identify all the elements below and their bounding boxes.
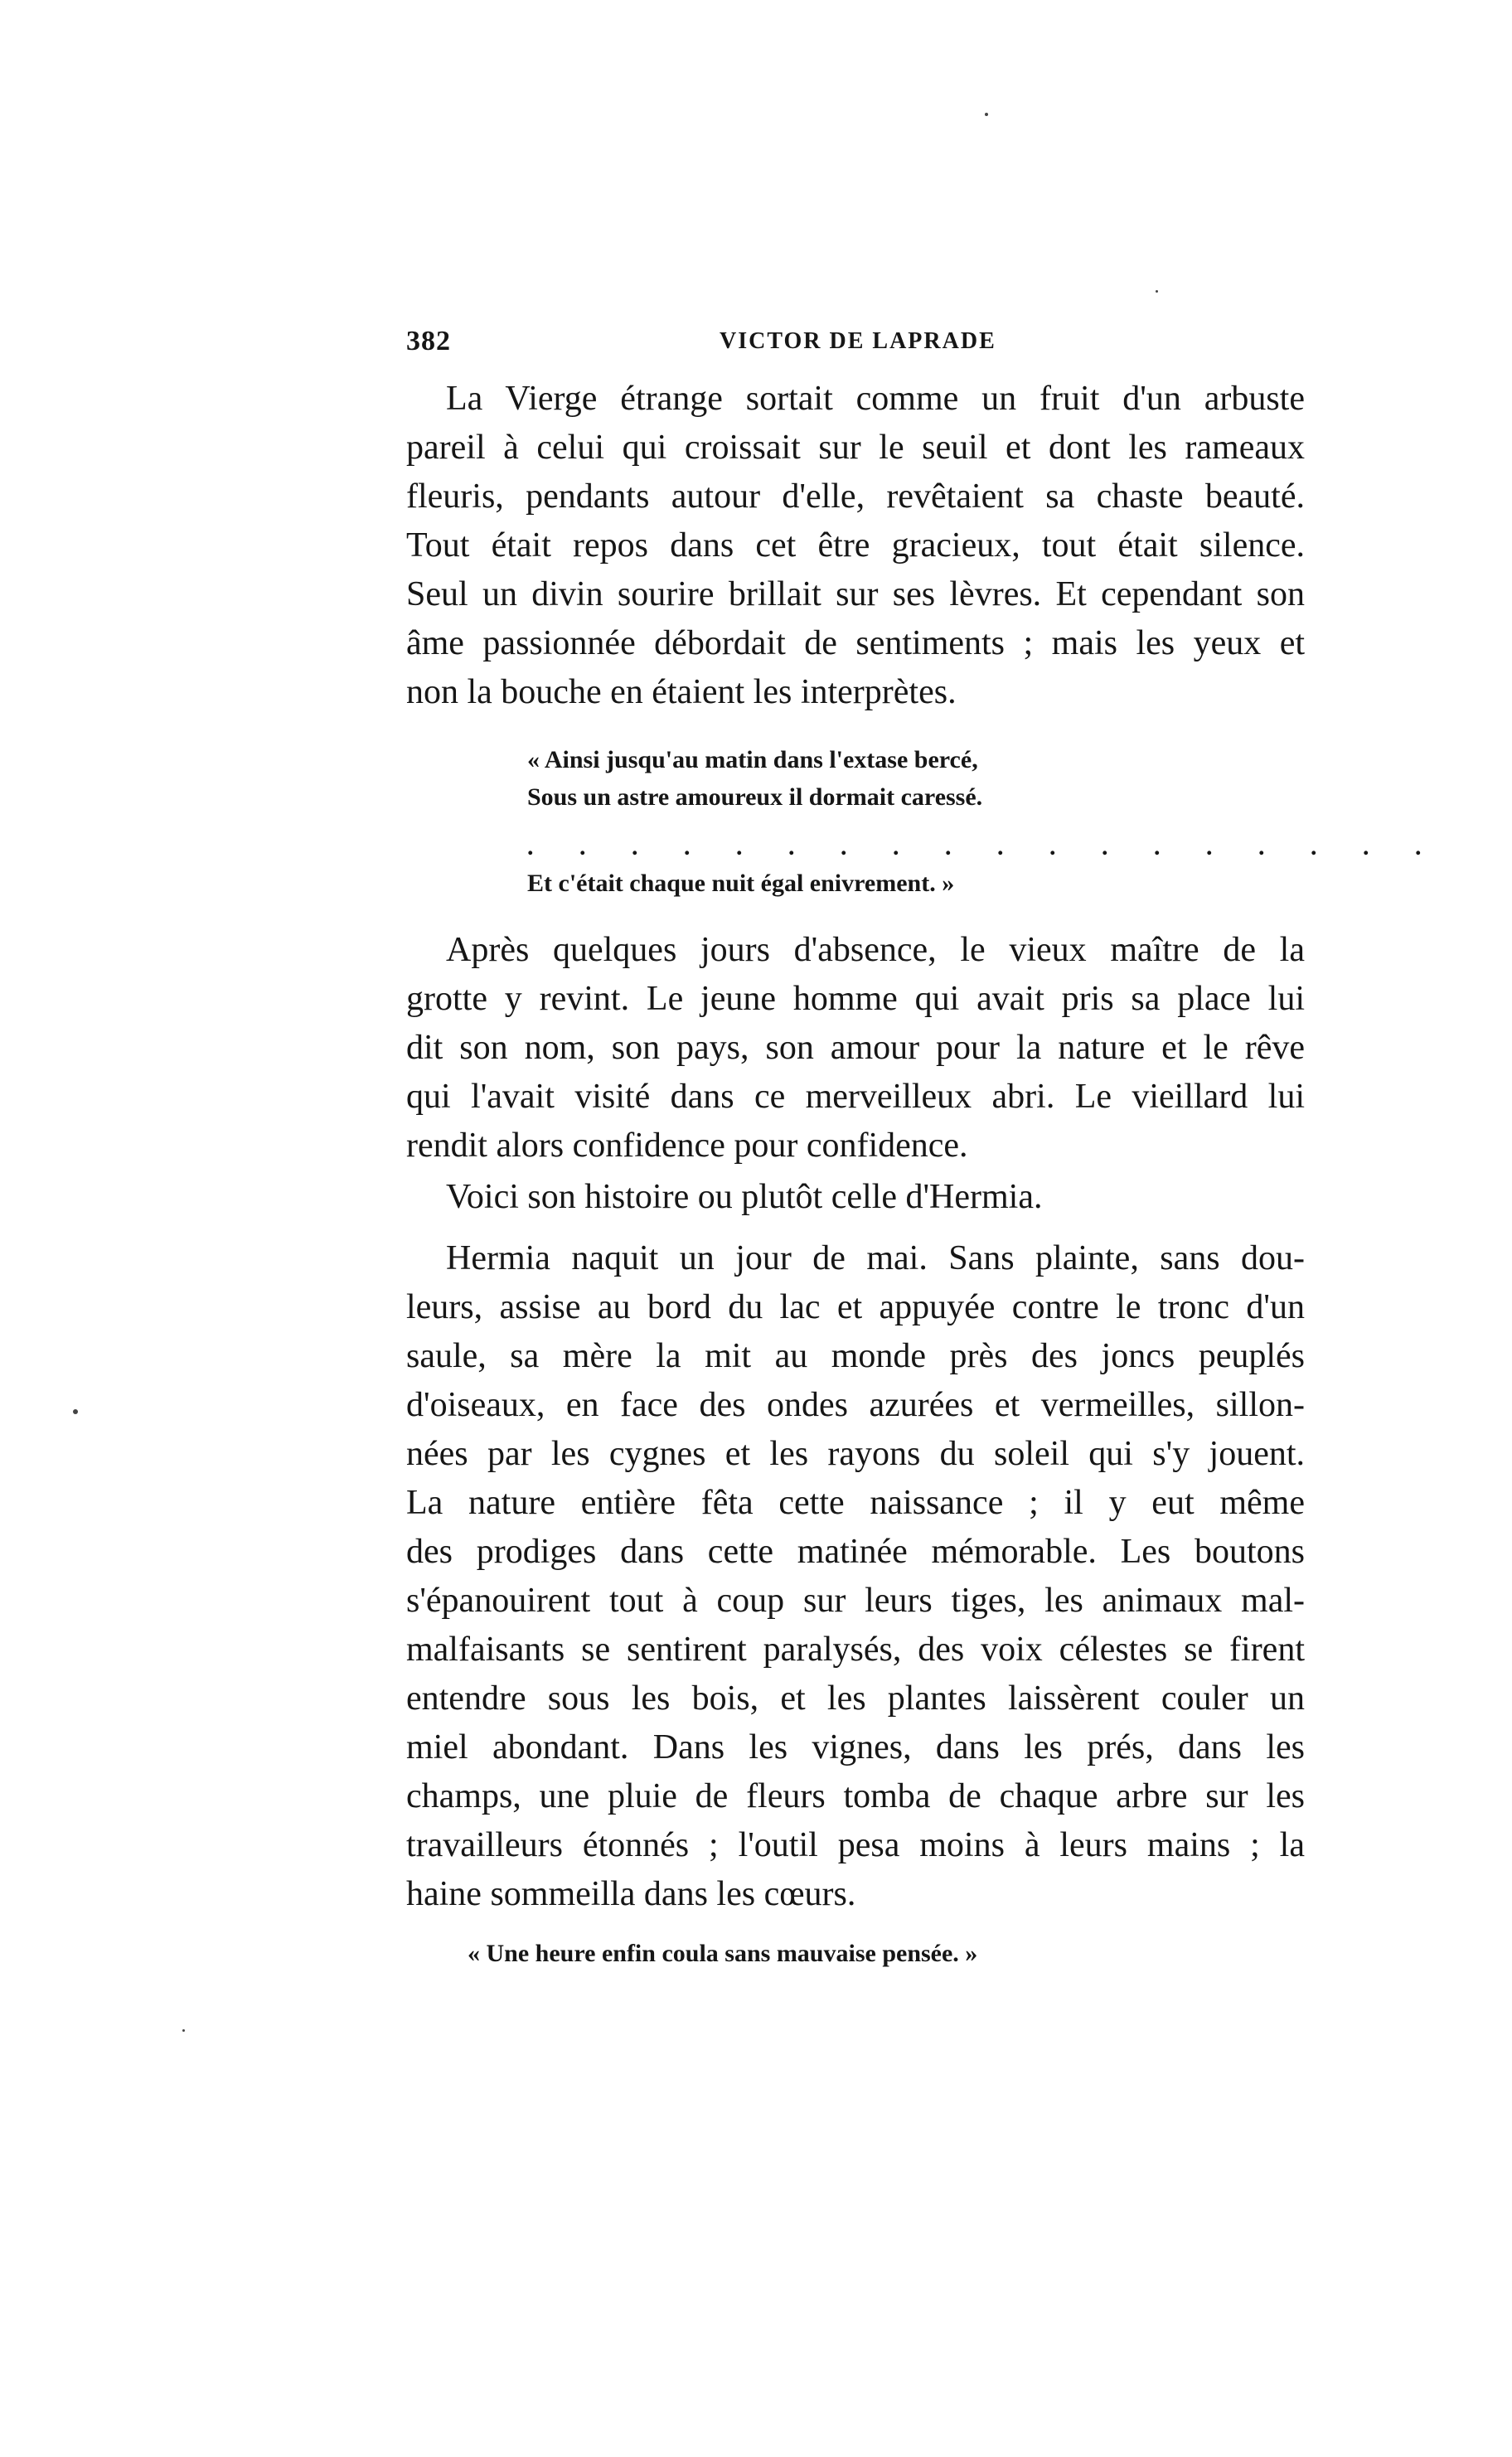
text-line: non la bouche en étaient les interprètes. (406, 673, 957, 711)
verse-line: Sous un astre amoureux il dormait caressé. (527, 783, 983, 811)
text-line: miel abondant. Dans les vignes, dans les prés, dans les (406, 1728, 1305, 1766)
paper-speck (73, 1409, 78, 1414)
paper-speck (985, 113, 988, 116)
text-line: dit son nom, son pays, son amour pour la nature et le rêve (406, 1029, 1305, 1067)
text-line: Seul un divin sourire brillait sur ses lèvres. Et cependant son (406, 575, 1305, 613)
verse-last-line: Et c'était chaque nuit égal enivrement. » (527, 870, 955, 897)
text-line: qui l'avait visité dans ce merveilleux abri. Le vieillard lui (406, 1078, 1305, 1116)
paragraph-retour (406, 926, 1305, 1170)
paper-speck (1156, 290, 1158, 293)
verse-quotation (527, 741, 982, 816)
text-line: travailleurs étonnés ; l'outil pesa moins à leurs mains ; la (406, 1826, 1305, 1864)
paragraph-hermia (406, 1234, 1305, 1919)
text-line: grotte y revint. Le jeune homme qui avait pris sa place lui (406, 980, 1305, 1018)
text-line: des prodiges dans cette matinée mémorable. Les boutons (406, 1533, 1305, 1571)
text-line: d'oiseaux, en face des ondes azurées et vermeilles, sillon- (406, 1386, 1305, 1424)
text-line: rendit alors confidence pour confidence. (406, 1127, 968, 1165)
text-line: fleuris, pendants autour d'elle, revêtaient sa chaste beauté. (406, 477, 1305, 516)
paragraph-vierge (406, 375, 1305, 717)
text-line: âme passionnée débordait de sentiments ; mais les yeux et (406, 624, 1305, 662)
page-number: 382 (406, 326, 451, 356)
verse-line: « Ainsi jusqu'au matin dans l'extase bercé, (527, 746, 978, 773)
text-line: Après quelques jours d'absence, le vieux maître de la (446, 931, 1305, 969)
paper-speck (182, 2029, 185, 2032)
text-line: La nature entière fêta cette naissance ; il y eut même (406, 1484, 1305, 1522)
running-title: VICTOR DE LAPRADE (720, 328, 996, 354)
text-line: champs, une pluie de fleurs tomba de chaque arbre sur les (406, 1777, 1305, 1815)
text-line: leurs, assise au bord du lac et appuyée contre le tronc d'un (406, 1288, 1305, 1326)
text-line: Tout était repos dans cet être gracieux, tout était silence. (406, 526, 1305, 565)
text-line: malfaisants se sentirent paralysés, des voix célestes se firent (406, 1631, 1305, 1669)
text-line: Voici son histoire ou plutôt celle d'Hermia. (446, 1178, 1043, 1216)
text-line: nées par les cygnes et les rayons du soleil qui s'y jouent. (406, 1435, 1305, 1473)
paragraph-histoire (406, 1173, 1305, 1222)
text-line: s'épanouirent tout à coup sur leurs tiges, les animaux mal- (406, 1582, 1305, 1620)
text-line: Hermia naquit un jour de mai. Sans plainte, sans dou- (446, 1239, 1305, 1277)
text-line: saule, sa mère la mit au monde près des joncs peuplés (406, 1337, 1305, 1375)
text-line: pareil à celui qui croissait sur le seuil et dont les rameaux (406, 429, 1305, 467)
verse-closing-line: « Une heure enfin coula sans mauvaise pensée. » (468, 1940, 978, 1967)
verse-ellipsis: . . . . . . . . . . . . . . . . . . (527, 833, 1442, 860)
text-line: entendre sous les bois, et les plantes laissèrent couler un (406, 1679, 1305, 1718)
text-line: haine sommeilla dans les cœurs. (406, 1875, 856, 1913)
text-line: La Vierge étrange sortait comme un fruit d'un arbuste (446, 380, 1305, 418)
